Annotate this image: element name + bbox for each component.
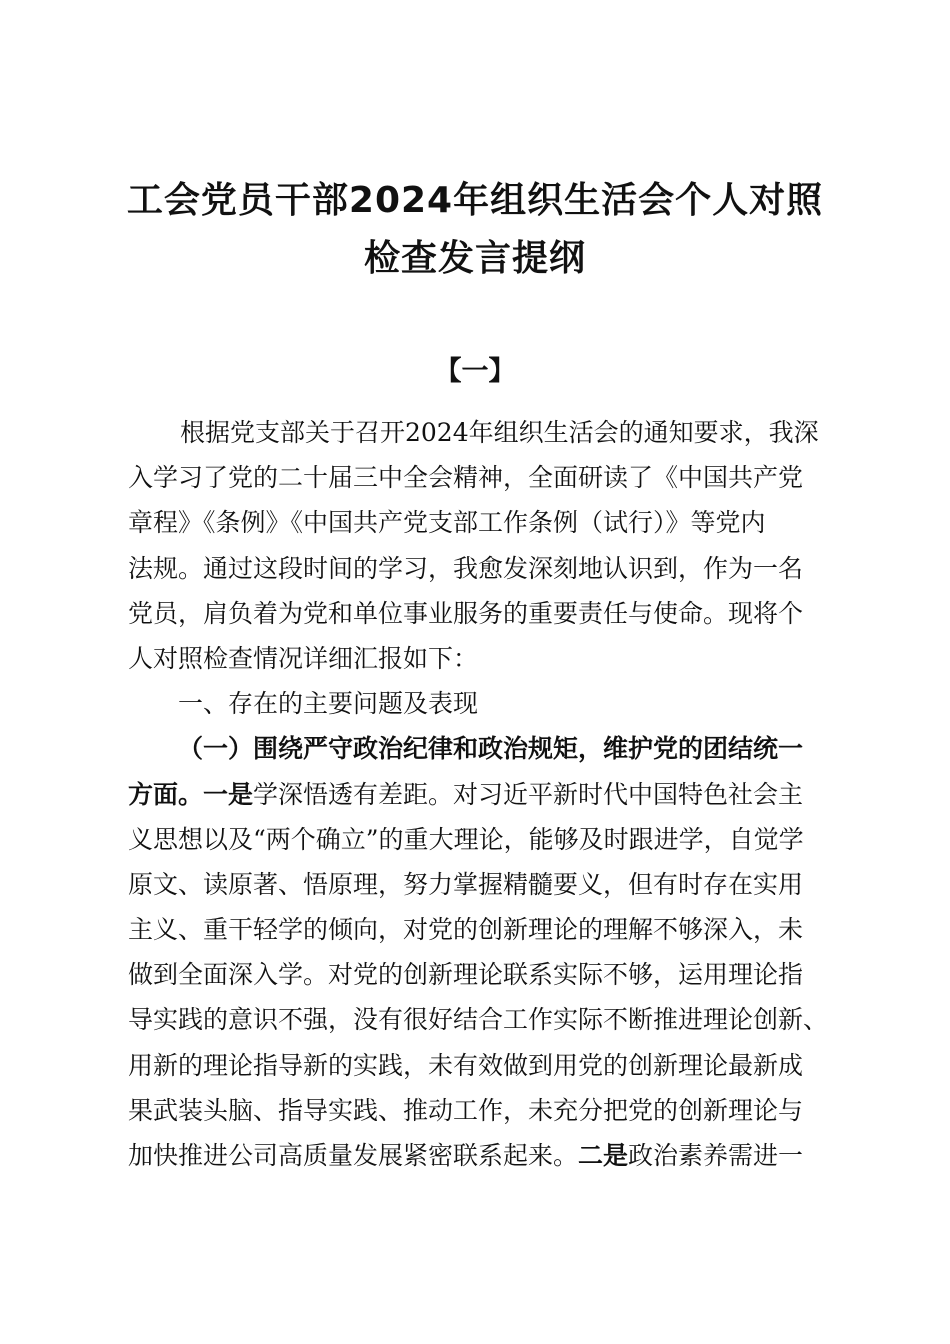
paragraph-line: 主义、重干轻学的倾向，对党的创新理论的理解不够深入，未 [128, 915, 804, 945]
paragraph-line: 导实践的意识不强，没有很好结合工作实际不断推进理论创新、 [128, 1005, 829, 1035]
paragraph-line: 做到全面深入学。对党的创新理论联系实际不够，运用理论指 [128, 960, 804, 990]
paragraph-line [128, 1133, 838, 1178]
document-body [128, 410, 838, 1178]
paragraph-line: 原文、读原著、悟原理，努力掌握精髓要义，但有时存在实用 [128, 869, 804, 899]
bold-marker: 二是 [578, 1141, 629, 1170]
intro-line: 章程》《条例》《中国共产党支部工作条例（试行）》等党内 [128, 508, 766, 538]
paragraph-text: 学深悟透有差距。对习近平新时代中国特色社会主 [253, 779, 804, 809]
paragraph-line: 义思想以及“两个确立”的重大理论，能够及时跟进学，自觉学 [128, 824, 804, 854]
document-title-line-2: 检查发言提纲 [363, 238, 586, 279]
paragraph-line: 果武装头脑、指导实践、推动工作，未充分把党的创新理论与 [128, 1095, 804, 1125]
intro-line: 根据党支部关于召开2024年组织生活会的通知要求，我深 [180, 418, 819, 447]
intro-line: 法规。通过这段时间的学习，我愈发深刻地认识到，作为一名 [128, 553, 804, 583]
section-heading: 一、存在的主要问题及表现 [178, 689, 479, 719]
intro-line: 入学习了党的二十届三中全会精神，全面研读了《中国共产党 [128, 463, 804, 493]
paragraph-line: 用新的理论指导新的实践，未有效做到用党的创新理论最新成 [128, 1050, 804, 1080]
sub-heading-continuation: 方面。一是 [128, 779, 254, 809]
paragraph-line [128, 772, 838, 817]
intro-line: 党员，肩负着为党和单位事业服务的重要责任与使命。现将个 [128, 598, 804, 628]
document-title-line-1: 工会党员干部2024年组织生活会个人对照 [126, 180, 824, 221]
section-marker: 【一】 [434, 356, 516, 387]
paragraph-text: 政治素养需进一 [628, 1141, 804, 1170]
paragraph-text: 加快推进公司高质量发展紧密联系起来。 [128, 1141, 579, 1170]
intro-line: 人对照检查情况详细汇报如下： [128, 643, 479, 673]
sub-heading: （一）围绕严守政治纪律和政治规矩，维护党的团结统一 [178, 734, 804, 764]
